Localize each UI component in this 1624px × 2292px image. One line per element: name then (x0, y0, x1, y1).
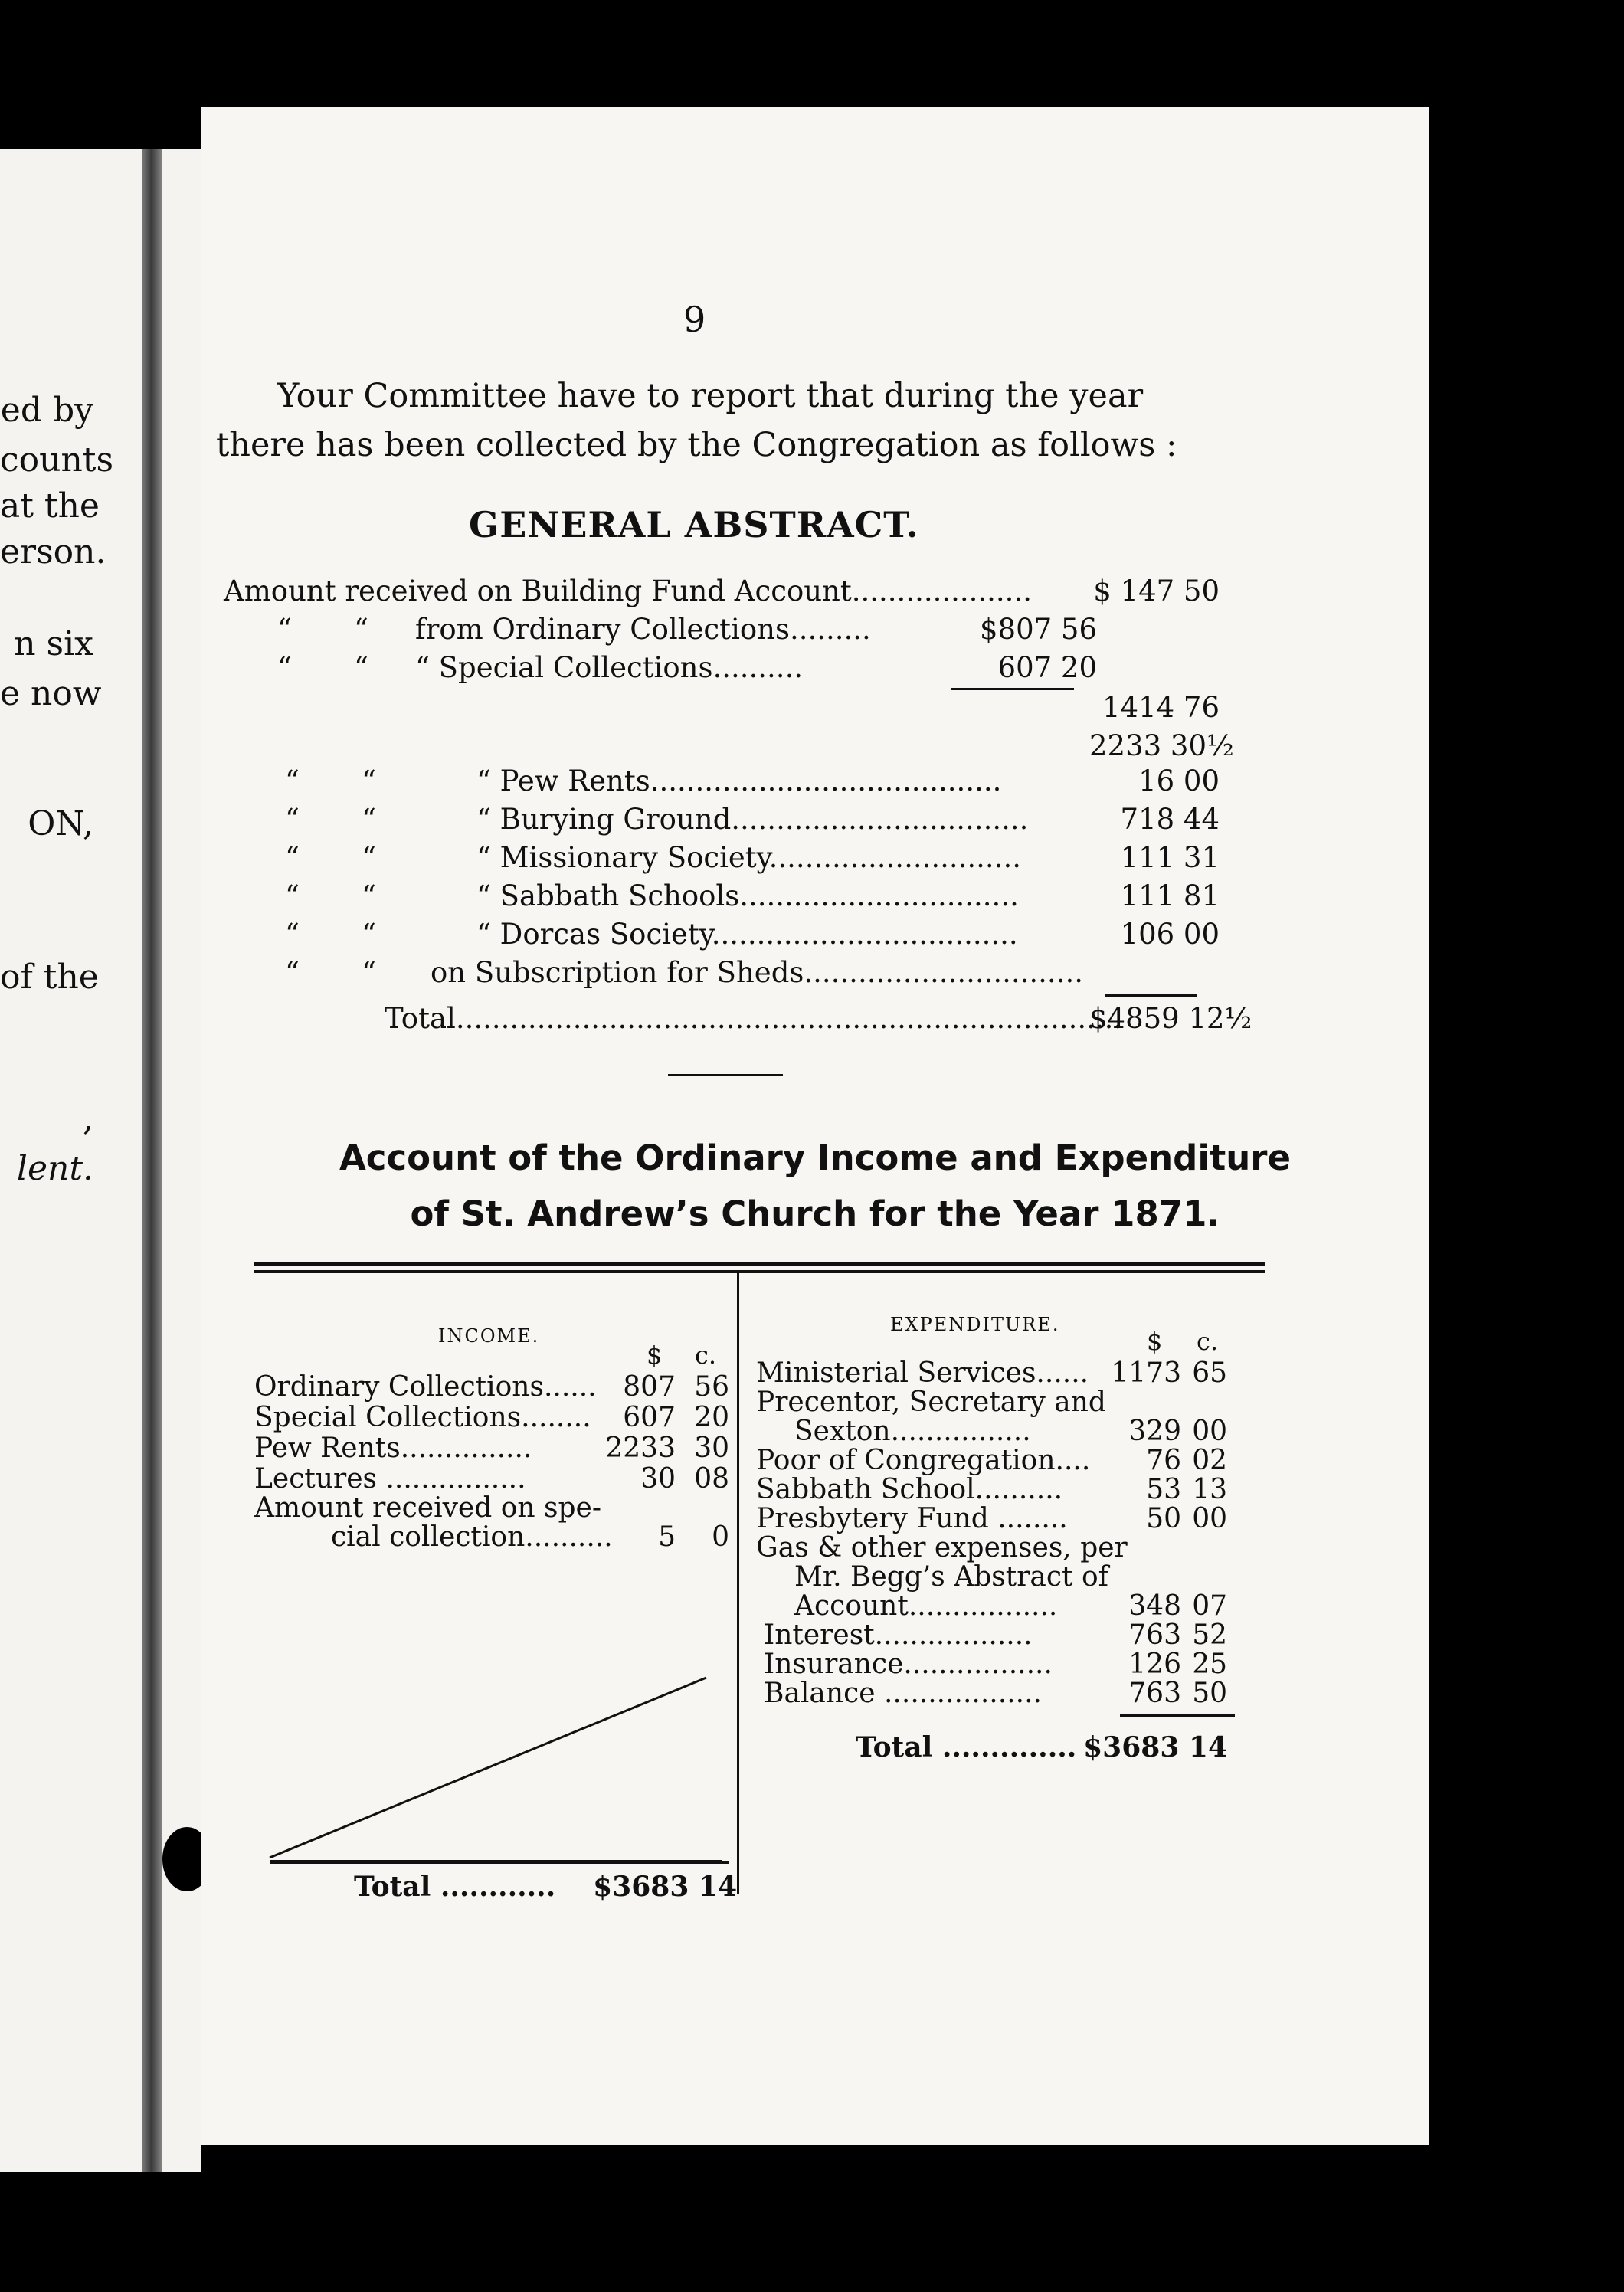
ditto-mark: “ (354, 613, 368, 646)
ditto-mark: “ (277, 613, 292, 646)
ditto-mark: “ (354, 651, 368, 684)
abstract-row (224, 613, 1235, 651)
income-heading: INCOME. (438, 1325, 540, 1347)
expenditure-dollars: 1173 (1111, 1357, 1181, 1389)
ditto-mark: “ (285, 879, 300, 912)
expenditure-dollars: 50 (1146, 1503, 1181, 1534)
abstract-total-label: Total.......................................................................... (385, 1002, 1123, 1035)
income-dollars: 807 (623, 1371, 676, 1403)
ditto-mark: “ (285, 803, 300, 836)
left-fragment: lent. (16, 1149, 93, 1188)
expenditure-total-label: Total .............. (856, 1731, 1077, 1763)
column-divider (737, 1273, 739, 1894)
expenditure-cents: 13 (1192, 1474, 1227, 1505)
abstract-row-desc: “ Special Collections.......... (415, 651, 804, 684)
expenditure-dollars: 126 (1128, 1649, 1181, 1680)
subtotal-rule (951, 688, 1074, 690)
income-cents: 08 (694, 1463, 729, 1495)
expenditure-label: Mr. Begg’s Abstract of (794, 1561, 1108, 1593)
expenditure-dollars: 53 (1146, 1474, 1181, 1505)
expenditure-total-amount: $3683 14 (1083, 1731, 1227, 1763)
expenditure-label: Account................. (794, 1590, 1058, 1622)
total-rule (1105, 994, 1197, 997)
abstract-row (224, 575, 1235, 613)
double-rule-bottom (254, 1270, 1265, 1273)
left-fragment: n six (14, 624, 93, 663)
expenditure-dollars: 329 (1128, 1416, 1181, 1447)
expenditure-label: Balance .................. (764, 1678, 1042, 1709)
expenditure-label: Sabbath School.......... (756, 1474, 1063, 1505)
ditto-mark: “ (285, 841, 300, 874)
ditto-mark: “ (285, 918, 300, 951)
expenditure-cents: 07 (1192, 1590, 1227, 1622)
income-dollar-head: $ (647, 1341, 663, 1370)
ditto-mark: “ (285, 765, 300, 797)
left-fragment: e now (0, 674, 102, 713)
section-divider (668, 1074, 783, 1076)
expenditure-cents: 25 (1192, 1649, 1227, 1680)
income-dollars: 5 (658, 1521, 676, 1553)
income-dollars: 30 (640, 1463, 676, 1495)
expenditure-heading: EXPENDITURE. (890, 1314, 1060, 1335)
account-title-line: Account of the Ordinary Income and Expenditure (339, 1138, 1292, 1178)
expenditure-total-rule (1120, 1714, 1235, 1717)
expenditure-label: Gas & other expenses, per (756, 1532, 1128, 1563)
ditto-mark: “ (277, 651, 292, 684)
expenditure-dollars: 76 (1146, 1445, 1181, 1476)
income-total-rule (270, 1861, 729, 1864)
income-dollars: 607 (623, 1402, 676, 1433)
abstract-row-amount: $ 147 50 (1093, 575, 1220, 607)
left-fragment: counts (0, 440, 114, 480)
income-cents: 0 (712, 1521, 729, 1553)
ditto-mark: “ (285, 956, 300, 989)
page-number: 9 (683, 299, 706, 340)
income-cents-head: c. (695, 1341, 717, 1370)
abstract-row-subamount: $807 56 (979, 613, 1097, 646)
expenditure-label: Sexton................ (794, 1416, 1031, 1447)
expenditure-label: Precentor, Secretary and (756, 1387, 1106, 1418)
income-label: Special Collections........ (254, 1402, 591, 1433)
abstract-row-amount: 1414 76 (1102, 691, 1220, 724)
expenditure-label: Ministerial Services...... (756, 1357, 1089, 1389)
abstract-row-desc: “ Missionary Society............................ (476, 841, 1021, 874)
book-spine (142, 149, 162, 2172)
abstract-total-row (224, 1002, 1252, 1040)
left-fragment: of the (0, 958, 99, 997)
abstract-row-desc: “ Sabbath Schools............................... (476, 879, 1019, 912)
expenditure-cents: 00 (1192, 1503, 1227, 1534)
abstract-row (224, 879, 1235, 918)
expenditure-label: Presbytery Fund ........ (756, 1503, 1068, 1534)
abstract-row (224, 765, 1235, 803)
abstract-row-desc: on Subscription for Sheds............................... (431, 956, 1083, 989)
expenditure-cents: 65 (1192, 1357, 1227, 1389)
income-total-label: Total ............ (354, 1871, 556, 1903)
intro-line: Your Committee have to report that during the year (277, 377, 1144, 415)
abstract-row (224, 841, 1235, 879)
abstract-row (224, 956, 1235, 994)
abstract-row-desc: “ Dorcas Society.................................. (476, 918, 1018, 951)
left-fragment: , (83, 1099, 93, 1138)
abstract-row-subamount: 607 20 (997, 651, 1097, 684)
abstract-row (224, 918, 1235, 956)
ditto-mark: “ (362, 803, 376, 836)
income-total-amount: $3683 14 (593, 1871, 737, 1903)
income-label: Lectures ................ (254, 1463, 526, 1495)
expenditure-cents: 02 (1192, 1445, 1227, 1476)
income-cents: 20 (694, 1402, 729, 1433)
abstract-row-amount: 106 00 (1120, 918, 1220, 951)
double-rule-top (254, 1262, 1265, 1266)
expenditure-cents: 52 (1192, 1619, 1227, 1651)
abstract-row-desc: from Ordinary Collections......... (415, 613, 871, 646)
abstract-row-desc: “ Burying Ground................................. (476, 803, 1029, 836)
expenditure-dollars: 763 (1128, 1619, 1181, 1651)
abstract-total-amount: $4859 12½ (1089, 1002, 1252, 1035)
abstract-row-amount: 2233 30½ (1089, 729, 1234, 762)
expenditure-label: Poor of Congregation.... (756, 1445, 1091, 1476)
expenditure-label: Insurance................. (764, 1649, 1053, 1680)
income-dollars: 2233 (605, 1432, 676, 1464)
abstract-row-amount: 16 00 (1138, 765, 1220, 797)
expenditure-cents: 00 (1192, 1416, 1227, 1447)
ditto-mark: “ (362, 918, 376, 951)
abstract-row-amount: 718 44 (1120, 803, 1220, 836)
income-cents: 30 (694, 1432, 729, 1464)
income-label: cial collection.......... (331, 1521, 613, 1553)
intro-line: there has been collected by the Congregation as follows : (216, 426, 1177, 464)
abstract-row-amount: 111 31 (1120, 841, 1220, 874)
abstract-row-amount: 111 81 (1120, 879, 1220, 912)
intro-paragraph (216, 372, 1197, 470)
expenditure-label: Interest.................. (764, 1619, 1033, 1651)
income-label: Amount received on spe- (254, 1492, 602, 1524)
left-fragment: ON, (28, 804, 93, 843)
left-fragment: ed by (0, 391, 93, 430)
income-label: Ordinary Collections...... (254, 1371, 597, 1403)
abstract-row (224, 729, 1235, 768)
income-filler-diagonal (262, 1670, 722, 1869)
left-fragment: erson. (0, 532, 106, 571)
income-label: Pew Rents............... (254, 1432, 532, 1464)
expenditure-cents-head: c. (1197, 1327, 1219, 1356)
ditto-mark: “ (362, 841, 376, 874)
general-abstract-heading: GENERAL ABSTRACT. (469, 504, 919, 545)
expenditure-dollars: 348 (1128, 1590, 1181, 1622)
abstract-row (224, 691, 1235, 729)
abstract-row (224, 651, 1235, 689)
expenditure-dollars: 763 (1128, 1678, 1181, 1709)
document-page (201, 107, 1429, 2145)
abstract-row-desc: Amount received on Building Fund Account.................... (224, 575, 1032, 607)
ditto-mark: “ (362, 956, 376, 989)
abstract-row (224, 803, 1235, 841)
expenditure-cents: 50 (1192, 1678, 1227, 1709)
expenditure-dollar-head: $ (1147, 1327, 1163, 1356)
account-title-line: of St. Andrew’s Church for the Year 1871. (410, 1193, 1220, 1234)
ditto-mark: “ (362, 765, 376, 797)
left-fragment: at the (0, 486, 100, 526)
income-cents: 56 (694, 1371, 729, 1403)
abstract-row-desc: “ Pew Rents....................................... (476, 765, 1002, 797)
ditto-mark: “ (362, 879, 376, 912)
